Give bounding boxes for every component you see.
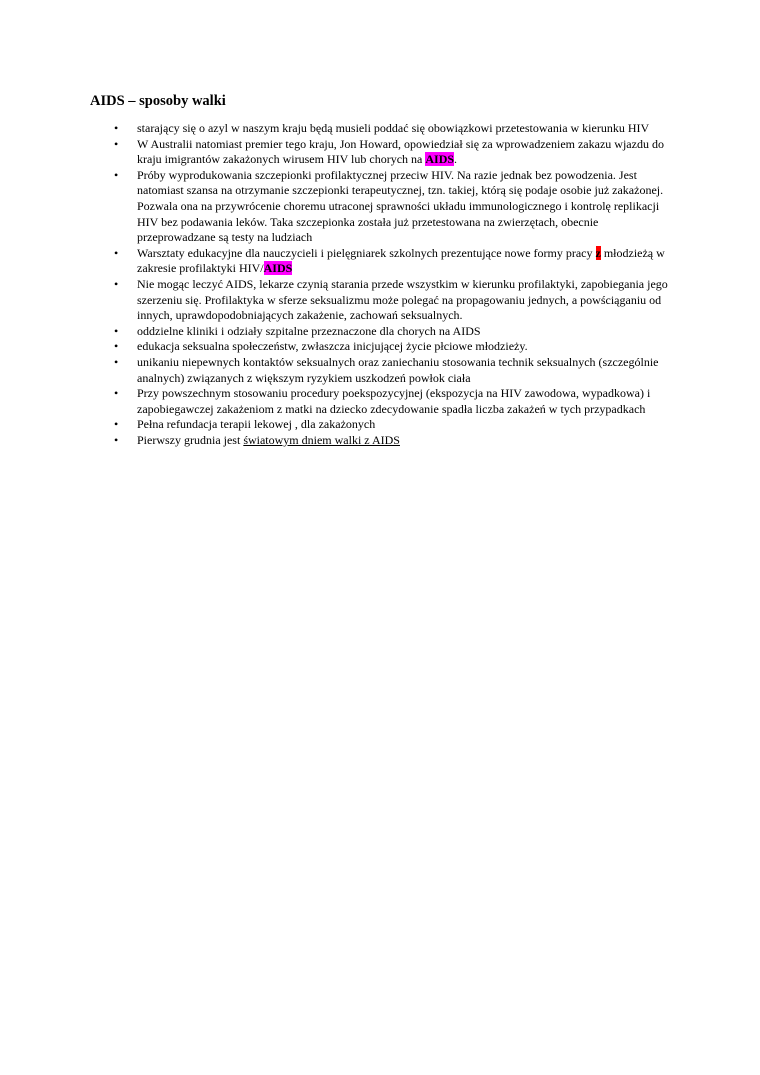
bullet-icon: • — [114, 417, 119, 432]
item-text: oddzielne kliniki i odziały szpitalne przeznaczone dla chorych na AIDS — [137, 323, 481, 338]
item-text-mid: młodzieżą w zakresie profilaktyki HIV/ — [137, 245, 665, 276]
underlined-text: światowym dniem walki z AIDS — [243, 432, 400, 447]
bullet-icon: • — [114, 386, 119, 401]
list-item — [108, 277, 668, 324]
item-text-end: . — [454, 152, 458, 167]
bullet-icon: • — [114, 121, 119, 135]
bullet-icon: • — [114, 339, 119, 354]
item-text: edukacja seksualna społeczeństw, zwłaszcza inicjującej życie płciowe młodzieży. — [137, 339, 528, 354]
highlighted-text: AIDS — [263, 261, 293, 276]
item-text: W Australii natomiast premier tego kraju, Jon Howard, opowiedział się za wprowadzeniem zakazu wjazdu do kraju imigrantów zakażonych wirusem HIV lub chorych na — [137, 136, 664, 167]
item-text: Nie mogąc leczyć AIDS, lekarze czynią starania przede wszystkim w kierunku profilaktyki, zapobiegania jego szerzeniu się. Profilaktyka w sferze seksualizmu może polegać na propagowaniu jednych, a powściąganiu od innych, uprawdopodobniających zakażenie, zachowań seksualnych. — [137, 276, 668, 323]
item-text: Przy powszechnym stosowaniu procedury poekspozycyjnej (ekspozycja na HIV zawodowa, wypadkowa) i zapobiegawczej zakażeniom z matki na dziecko zdecydowanie spadła liczba zakażeń w tych przypadkach — [137, 386, 651, 416]
document-title: AIDS – sposoby walki — [90, 93, 226, 109]
list-item — [108, 324, 668, 340]
list-item — [108, 137, 668, 168]
list-item — [108, 246, 668, 277]
list-item — [108, 339, 668, 355]
item-text: Warsztaty edukacyjne dla nauczycieli i pielęgniarek szkolnych prezentujące nowe formy pracy — [137, 245, 596, 260]
highlighted-text: AIDS — [425, 152, 455, 167]
list-item — [108, 168, 668, 246]
bullet-icon: • — [114, 432, 119, 447]
item-text: Próby wyprodukowania szczepionki profilaktycznej przeciw HIV. Na razie jednak bez powodzenia. Jest natomiast szansa na otrzymanie szczepionki terapeutycznej, tzn. takiej, którą się podaje osobie już zakażonej. Pozwala ona na przywrócenie choremu utraconej sprawności układu immunologicznego i kontrolę replikacji HIV bez podawania leków. Taka szczepionka została już przetestowana na zwierzętach, obecnie przeprowadzane są testy na ludziach — [137, 167, 664, 245]
list-item — [108, 433, 668, 449]
list-item — [108, 355, 668, 386]
bullet-icon: • — [114, 136, 119, 151]
highlighted-text-red: z — [595, 245, 601, 260]
item-text: unikaniu niepewnych kontaktów seksualnych oraz zaniechaniu stosowania technik seksualnych (szczególnie analnych) związanych z większym ryzykiem uszkodzeń powłok ciała — [137, 354, 659, 385]
item-text: Pełna refundacja terapii lekowej , dla zakażonych — [137, 417, 376, 432]
list-item — [108, 121, 668, 137]
bullet-icon: • — [114, 276, 119, 291]
list-item — [108, 386, 668, 417]
list-item — [108, 417, 668, 433]
bullet-icon: • — [114, 245, 119, 260]
bullet-icon: • — [114, 167, 119, 182]
item-text: starający się o azyl w naszym kraju będą musieli poddać się obowiązkowi przetestowania w kierunku HIV — [137, 121, 650, 135]
bullet-icon: • — [114, 354, 119, 369]
bullet-icon: • — [114, 323, 119, 338]
bullet-list — [108, 121, 668, 448]
item-text: Pierwszy grudnia jest — [137, 432, 244, 447]
